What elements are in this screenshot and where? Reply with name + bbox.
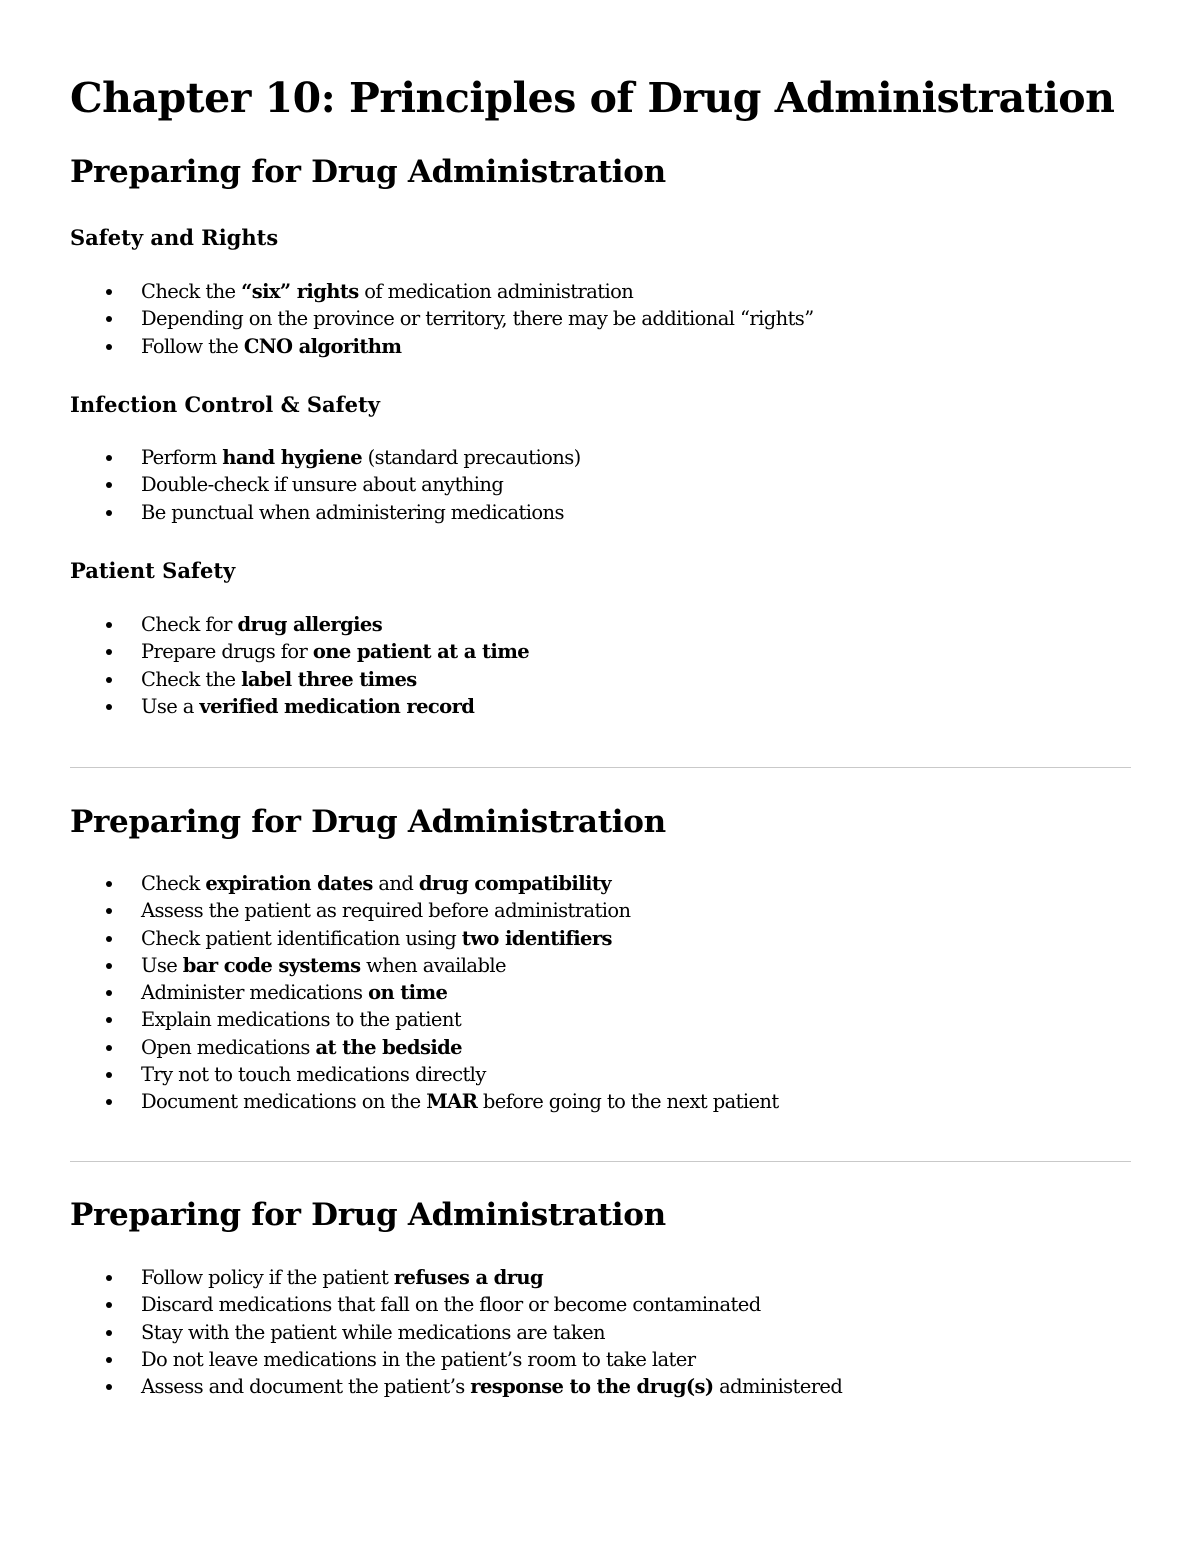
section-title: Preparing for Drug Administration — [70, 804, 666, 840]
list-item: Check the label three times — [70, 666, 1070, 693]
subsection-heading: Safety and Rights — [70, 225, 279, 250]
list-item: Open medications at the bedside — [70, 1034, 1070, 1061]
list-item: Perform hand hygiene (standard precautions) — [70, 444, 1070, 471]
horizontal-divider — [70, 767, 1131, 768]
list-item: Depending on the province or territory, there may be additional “rights” — [70, 305, 1070, 332]
list-item: Use bar code systems when available — [70, 952, 1070, 979]
bullet-list — [70, 611, 1070, 720]
list-item: Use a verified medication record — [70, 693, 1070, 720]
list-item: Document medications on the MAR before going to the next patient — [70, 1088, 1070, 1115]
list-item: Be punctual when administering medications — [70, 499, 1070, 526]
list-item: Discard medications that fall on the floor or become contaminated — [70, 1291, 1070, 1318]
list-item: Check expiration dates and drug compatibility — [70, 870, 1070, 897]
bullet-list — [70, 444, 1070, 526]
chapter-title: Chapter 10: Principles of Drug Administration — [70, 74, 1115, 122]
horizontal-divider — [70, 1161, 1131, 1162]
list-item: Prepare drugs for one patient at a time — [70, 638, 1070, 665]
bullet-list — [70, 278, 1070, 360]
list-item: Double-check if unsure about anything — [70, 471, 1070, 498]
subsection-heading: Patient Safety — [70, 558, 236, 583]
list-item: Explain medications to the patient — [70, 1006, 1070, 1033]
list-item: Assess and document the patient’s response to the drug(s) administered — [70, 1373, 1070, 1400]
list-item: Follow policy if the patient refuses a drug — [70, 1264, 1070, 1291]
section-title: Preparing for Drug Administration — [70, 1197, 666, 1233]
list-item: Administer medications on time — [70, 979, 1070, 1006]
list-item: Assess the patient as required before administration — [70, 897, 1070, 924]
list-item: Check for drug allergies — [70, 611, 1070, 638]
list-item: Try not to touch medications directly — [70, 1061, 1070, 1088]
list-item: Stay with the patient while medications are taken — [70, 1319, 1070, 1346]
list-item: Do not leave medications in the patient’s room to take later — [70, 1346, 1070, 1373]
list-item: Check patient identification using two identifiers — [70, 925, 1070, 952]
section-title: Preparing for Drug Administration — [70, 154, 666, 190]
bullet-list — [70, 870, 1070, 1116]
bullet-list — [70, 1264, 1070, 1400]
list-item: Follow the CNO algorithm — [70, 333, 1070, 360]
list-item: Check the “six” rights of medication administration — [70, 278, 1070, 305]
subsection-heading: Infection Control & Safety — [70, 392, 380, 417]
